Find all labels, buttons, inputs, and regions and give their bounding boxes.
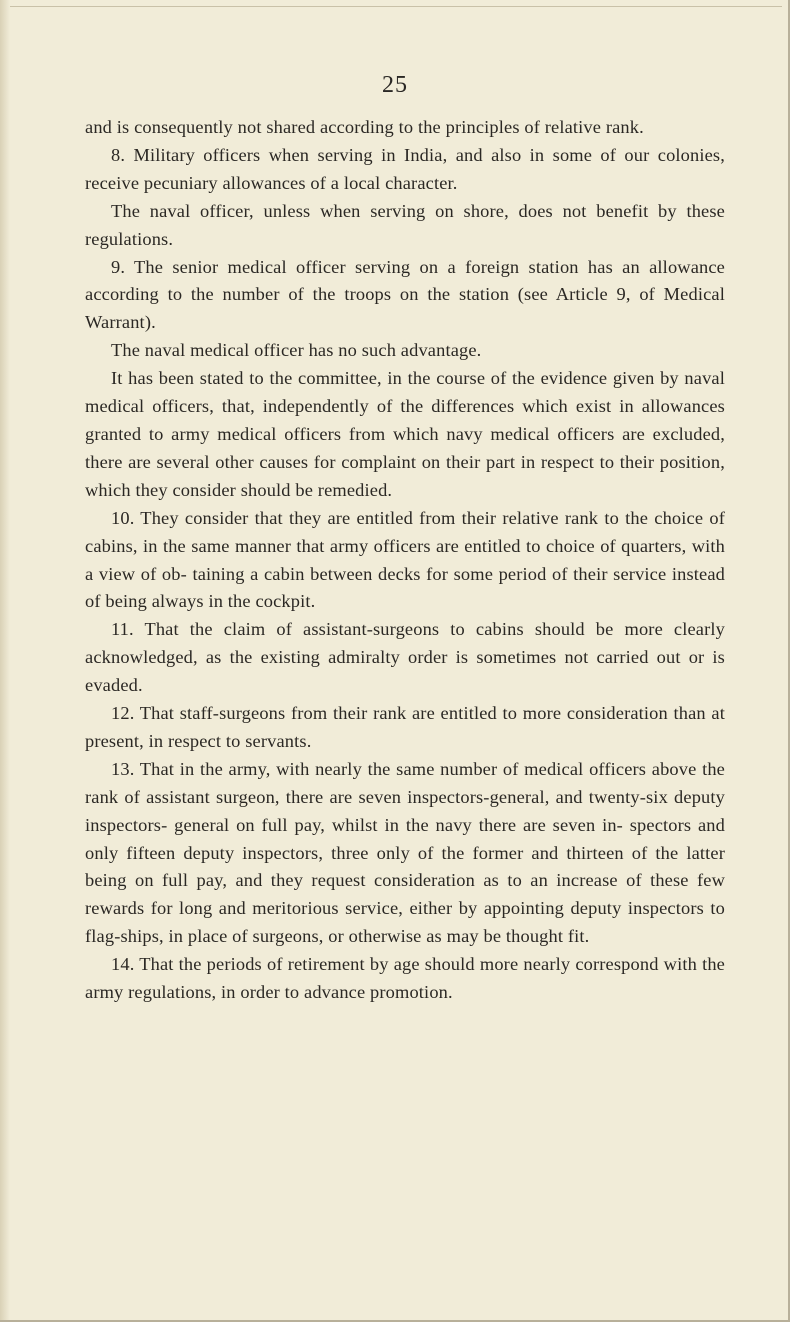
paragraph-naval-officer: The naval officer, unless when serving on shore, does not benefit by these regulations. xyxy=(85,200,725,249)
body-text xyxy=(85,114,725,1007)
paragraph-8: 8. Military officers when serving in India, and also in some of our colonies, receive pecuniary allowances of a local character. xyxy=(85,144,725,193)
paragraph-10: 10. They consider that they are entitled from their relative rank to the choice of cabins, in the same manner that army officers are entitled to choice of quarters, with a view of ob- taining a cabin between decks for some period of their service instead of being always in the cockpit. xyxy=(85,507,725,612)
paragraph-9: 9. The senior medical officer serving on a foreign station has an allowance according to the number of the troops on the station (see Article 9, of Medical Warrant). xyxy=(85,256,725,333)
paragraph-13: 13. That in the army, with nearly the same number of medical officers above the rank of assistant surgeon, there are seven inspectors-general, and twenty-six deputy inspectors- general on full pay, whilst in the navy there are seven in- spectors and only fifteen deputy inspectors, three only of the former and thirteen of the latter being on full pay, and they request consideration as to an increase of these few rewards for long and meritorious service, either by appointing deputy inspectors to flag-ships, in place of surgeons, or otherwise as may be thought fit. xyxy=(85,758,725,947)
paragraph-14: 14. That the periods of retirement by age should more nearly correspond with the army regulations, in order to advance promotion. xyxy=(85,954,725,1003)
paragraph-naval-medical: The naval medical officer has no such advantage. xyxy=(111,340,482,361)
paragraph-continuation: and is consequently not shared according to the principles of relative rank. xyxy=(85,117,644,137)
paragraph-12: 12. That staff-surgeons from their rank are entitled to more consideration than at present, in respect to servants. xyxy=(85,703,725,751)
page-binding-edge xyxy=(0,0,10,1320)
top-rule xyxy=(0,6,782,7)
paragraph-committee: It has been stated to the committee, in the course of the evidence given by naval medical officers, that, independently of the differences which exist in allowances granted to army medical officers from which navy medical officers are excluded, there are several other causes for complaint on their part in respect to their position, which they consider should be remedied. xyxy=(85,368,725,500)
paragraph-11: 11. That the claim of assistant-surgeons to cabins should be more clearly acknowledged, as the existing admiralty order is sometimes not carried out or is evaded. xyxy=(85,619,725,696)
page-number: 25 xyxy=(382,72,408,98)
